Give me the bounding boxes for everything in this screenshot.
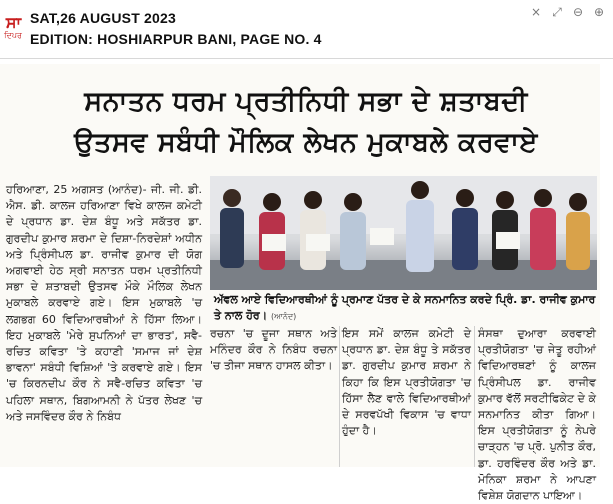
logo-text: ਸਾ (5, 13, 21, 32)
expand-icon[interactable]: ⤢ (552, 5, 562, 19)
viewer-controls (530, 6, 605, 18)
caption-text: ਅੱਵਲ ਆਏ ਵਿਦਿਆਰਥੀਆਂ ਨੂੰ ਪ੍ਰਮਾਣ ਪੱਤਰ ਦੇ ਕੇ ਸਨਮਾਨਿਤ ਕਰਦੇ ਪ੍ਰਿੰ. ਡਾ. ਰਾਜੀਵ ਕੁਮਾਰ ਤੇ ਨਾਲ ਹੋਰ। (214, 293, 596, 322)
headline-line-1: ਸਨਾਤਨ ਧਰਮ ਪ੍ਰਤੀਨਿਧੀ ਸਭਾ ਦੇ ਸ਼ਤਾਬਦੀ (84, 86, 528, 117)
viewer-header (0, 0, 613, 58)
edition-date: SAT,26 AUGUST 2023 (30, 10, 176, 26)
column-1-text: ਹਰਿਆਣਾ, 25 ਅਗਸਤ (ਆਨੰਦ)- ਜੀ. ਜੀ. ਡੀ. ਐਸ. ਡੀ. ਕਾਲਜ ਹਰਿਆਣਾ ਵਿਖੇ ਕਾਲਜ ਕਮੇਟੀ ਦੇ ਪ੍ਰਧਾਨ ਡਾ. ਦੇਸ਼ ਬੰਧੂ ਅਤੇ ਸਕੱਤਰ ਡਾ. ਗੁਰਦੀਪ ਕੁਮਾਰ ਸ਼ਰਮਾ ਦੇ ਦਿਸ਼ਾ-ਨਿਰਦੇਸ਼ਾਂ ਅਧੀਨ ਅਤੇ ਪ੍ਰਿੰਸੀਪਲ ਡਾ. ਰਾਜੀਵ ਕੁਮਾਰ ਦੀ ਯੋਗ ਅਗਵਾਈ ਹੇਠ ਸ੍ਰੀ ਸਨਾਤਨ ਧਰਮ ਪ੍ਰਤੀਨਿਧੀ ਸਭਾ ਦੇ ਸ਼ਤਾਬਦੀ ਉਤਸਵ ਮੌਕੇ ਮੌਲਿਕ ਲੇਖਨ ਮੁਕਾਬਲੇ ਕਰਵਾਏ ਗਏ। ਇਸ ਮੁਕਾਬਲੇ 'ਚ ਲਗਭਗ 60 ਵਿਦਿਆਰਥੀਆਂ ਨੇ ਹਿੱਸਾ ਲਿਆ। ਇਹ ਮੁਕਾਬਲੇ 'ਮੇਰੇ ਸੁਪਨਿਆਂ ਦਾ ਭਾਰਤ', ਸਵੈ-ਰਚਿਤ ਕਵਿਤਾ 'ਤੇ ਕਹਾਣੀ 'ਸਮਾਜ ਜਾਂ ਦੇਸ਼ ਭਾਵਨਾ' ਸਬੰਧੀ ਵਿਸ਼ਿਆਂ 'ਤੇ ਕਰਵਾਏ ਗਏ। ਇਸ 'ਚ ਕਿਰਨਦੀਪ ਕੌਰ ਨੇ ਸਵੈ-ਰਚਿਤ ਕਵਿਤਾ 'ਚ ਪਹਿਲਾ ਸਥਾਨ, ਬਿਗਆਮਨੀ ਨੇ ਪੱਤਰ ਲੇਖਣ 'ਚ ਅਤੇ ਜਸਵਿੰਦਰ ਕੌਰ ਨੇ ਨਿਬੰਧ (6, 183, 202, 423)
group-photo-illustration (210, 176, 597, 290)
column-3-text: ਸੰਸਥਾ ਦੁਆਰਾ ਕਰਵਾਈ ਪ੍ਰਤੀਯੋਗਤਾ 'ਚ ਜੇਤੂ ਰਹੀਆਂ ਵਿਦਿਆਰਥਣਾਂ ਨੂੰ ਕਾਲਜ ਪ੍ਰਿੰਸੀਪਲ ਡਾ. ਰਾਜੀਵ ਕੁਮਾਰ ਵੱਲੋਂ ਸਰਟੀਫਿਕੇਟ ਦੇ ਕੇ ਸਨਮਾਨਿਤ ਕੀਤਾ ਗਿਆ। ਇਸ ਪ੍ਰਤੀਯੋਗਤਾ ਨੂੰ ਨੇਪਰੇ ਚਾੜ੍ਹਨ 'ਚ ਪ੍ਰੋ. ਪੁਨੀਤ ਕੌਰ, ਡਾ. ਹਰਵਿੰਦਰ ਕੌਰ ਅਤੇ ਡਾ. ਮੋਨਿਕਾ ਸ਼ਰਮਾ ਨੇ ਆਪਣਾ ਵਿਸ਼ੇਸ਼ ਯੋਗਦਾਨ ਪਾਇਆ। (478, 327, 596, 503)
header-divider (0, 58, 613, 59)
edition-info: EDITION: HOSHIARPUR BANI, PAGE NO. 4 (30, 31, 322, 47)
article-column-4 (478, 326, 596, 503)
logo-subtext: ਦਿਪਰ (4, 31, 22, 40)
column-2-paragraph-2: ਇਸ ਸਮੇਂ ਕਾਲਜ ਕਮੇਟੀ ਦੇ ਪ੍ਰਧਾਨ ਡਾ. ਦੇਸ਼ ਬੰਧੂ ਤੇ ਸਕੱਤਰ ਡਾ. ਗੁਰਦੀਪ ਕੁਮਾਰ ਸ਼ਰਮਾ ਨੇ ਕਿਹਾ ਕਿ ਇਸ ਪ੍ਰਤੀਯੋਗਤਾ 'ਚ ਹਿੱਸਾ ਲੈਣ ਵਾਲੇ ਵਿਦਿਆਰਥੀਆਂ ਦੇ ਸਰਵਪੱਖੀ ਵਿਕਾਸ 'ਚ ਵਾਧਾ ਹੁੰਦਾ ਹੈ। (342, 327, 471, 438)
zoom-in-icon[interactable]: ⊕ (593, 5, 605, 19)
close-icon[interactable]: × (530, 5, 542, 19)
photo-credit: (ਆਨੰਦ) (271, 312, 297, 321)
article-column-1 (6, 182, 202, 467)
news-photo (210, 176, 597, 290)
column-2-paragraph-1: ਰਚਨਾ 'ਚ ਦੂਜਾ ਸਥਾਨ ਅਤੇ ਮਨਿੰਦਰ ਕੌਰ ਨੇ ਨਿਬੰਧ ਰਚਨਾ 'ਚ ਤੀਜਾ ਸਥਾਨ ਹਾਸਲ ਕੀਤਾ। (210, 327, 337, 373)
photo-caption (214, 292, 598, 325)
zoom-out-icon[interactable]: ⊖ (572, 5, 584, 19)
article-column-3 (342, 326, 471, 467)
column-divider-1 (339, 326, 340, 467)
article-column-2 (210, 326, 337, 467)
newspaper-logo (2, 4, 24, 52)
headline-line-2: ਉਤਸਵ ਸਬੰਧੀ ਮੌਲਿਕ ਲੇਖਨ ਮੁਕਾਬਲੇ ਕਰਵਾਏ (74, 127, 538, 158)
column-divider-2 (474, 326, 475, 467)
